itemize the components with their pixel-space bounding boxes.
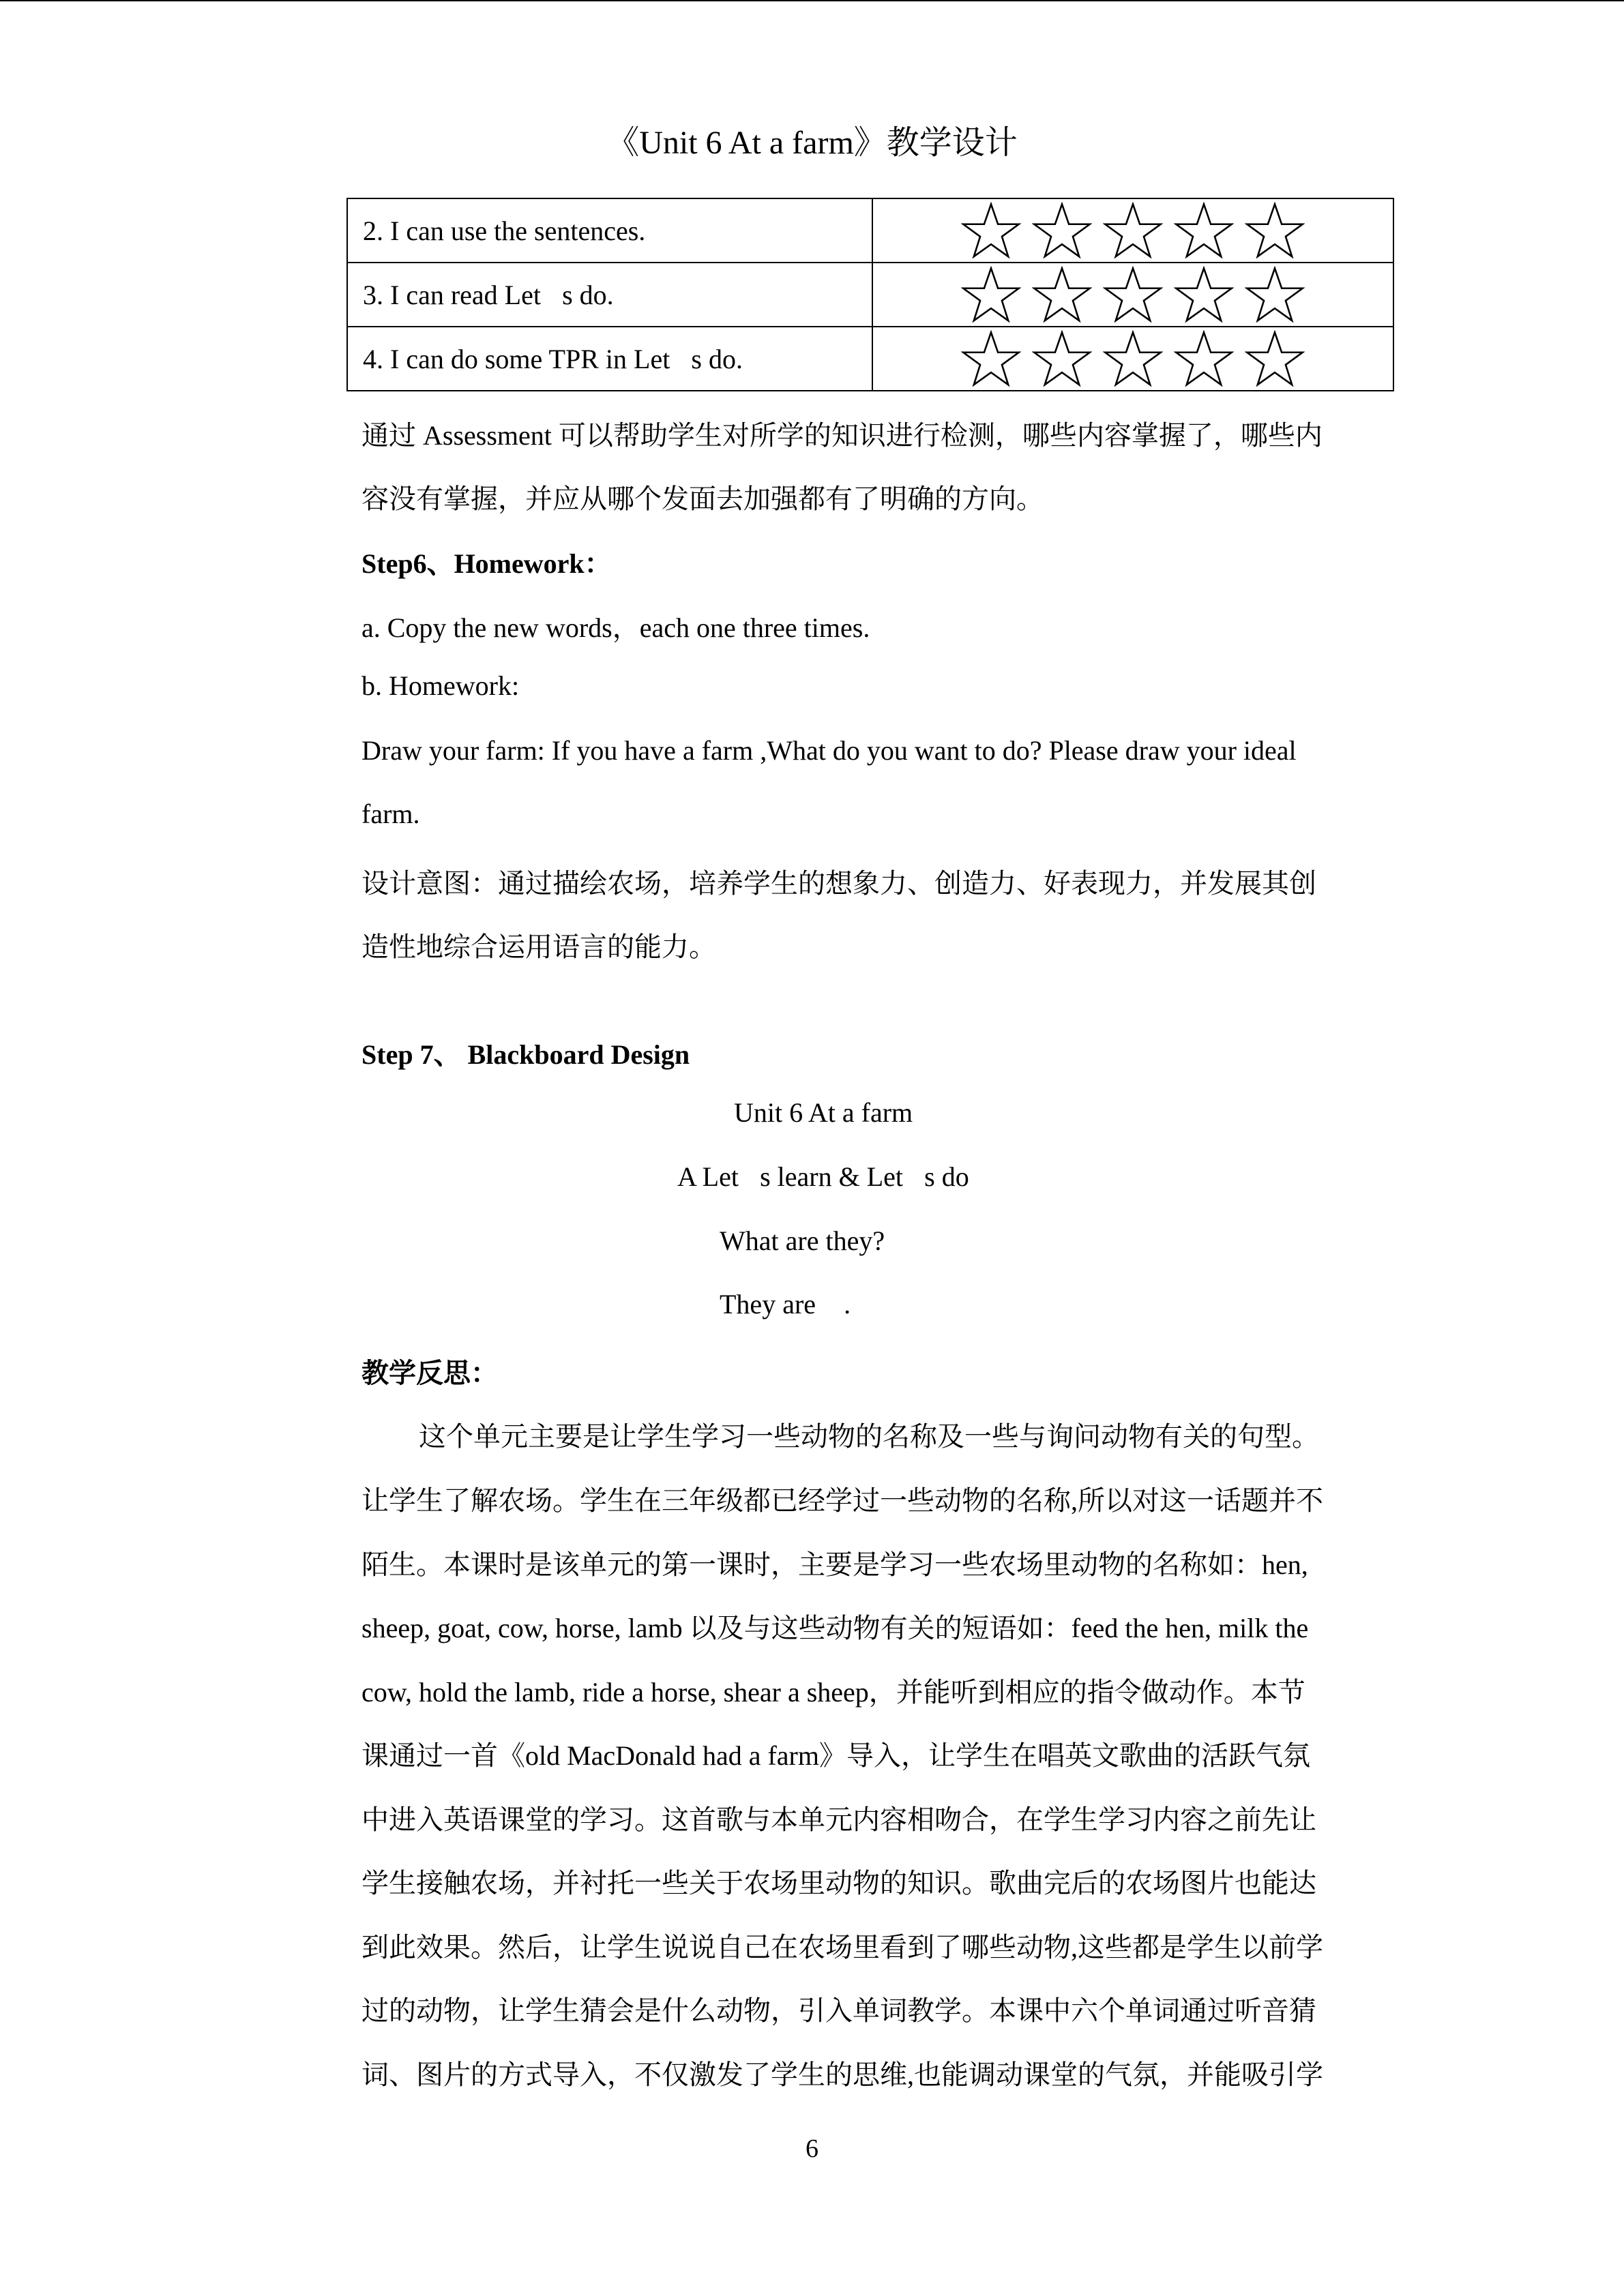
star-outline-icon: [1174, 202, 1234, 259]
assessment-item: 2. I can use the sentences.: [347, 198, 872, 263]
design-intent-line: 设计意图：通过描绘农场，培养学生的想象力、创造力、好表现力，并发展其创: [361, 868, 1316, 899]
star-outline-icon: [1245, 202, 1305, 259]
homework-draw-line: farm.: [361, 799, 420, 829]
blackboard-line: What are they?: [720, 1225, 885, 1256]
reflection-line: sheep, goat, cow, horse, lamb 以及与这些动物有关的短语如：feed the hen, milk the: [361, 1613, 1309, 1643]
table-row: [347, 198, 1393, 263]
blackboard-line: A Let s learn & Let s do: [677, 1161, 969, 1192]
table-row: [347, 263, 1393, 327]
assessment-item: 4. I can do some TPR in Let s do.: [347, 327, 872, 391]
design-intent-line: 造性地综合运用语言的能力。: [361, 931, 716, 962]
reflection-line: 词、图片的方式导入，不仅激发了学生的思维,也能调动课堂的气氛，并能吸引学: [361, 2059, 1323, 2090]
star-outline-icon: [1103, 266, 1163, 323]
table-row: [347, 327, 1393, 391]
star-outline-icon: [1032, 266, 1092, 323]
reflection-line: 这个单元主要是让学生学习一些动物的名称及一些与询问动物有关的句型。: [419, 1421, 1319, 1452]
reflection-line: 到此效果。然后，让学生说说自己在农场里看到了哪些动物,这些都是学生以前学: [361, 1932, 1323, 1963]
star-outline-icon: [1032, 330, 1092, 387]
star-outline-icon: [1245, 330, 1305, 387]
blackboard-line: They are  .: [720, 1289, 851, 1320]
reflection-line: 学生接触农场，并衬托一些关于农场里动物的知识。歌曲完后的农场图片也能达: [361, 1868, 1316, 1898]
step7-heading: Step 7、 Blackboard Design: [361, 1039, 690, 1070]
reflection-heading: 教学反思：: [361, 1358, 498, 1388]
star-outline-icon: [1174, 266, 1234, 323]
star-outline-icon: [1174, 330, 1234, 387]
assessment-item: 3. I can read Let s do.: [347, 263, 872, 327]
star-outline-icon: [1245, 266, 1305, 323]
star-outline-icon: [961, 202, 1021, 259]
star-outline-icon: [961, 330, 1021, 387]
reflection-line: 课通过一首《old MacDonald had a farm》导入，让学生在唱英文歌曲的活跃气氛: [361, 1740, 1310, 1771]
homework-b: b. Homework:: [361, 670, 520, 701]
homework-a: a. Copy the new words，each one three times.: [361, 612, 870, 643]
assessment-note-line: 容没有掌握，并应从哪个发面去加强都有了明确的方向。: [361, 483, 1044, 514]
star-rating: [872, 198, 1393, 263]
homework-draw-line: Draw your farm: If you have a farm ,What do you want to do? Please draw your ideal: [361, 735, 1297, 766]
reflection-line: 过的动物，让学生猜会是什么动物，引入单词教学。本课中六个单词通过听音猜: [361, 1995, 1316, 2026]
star-rating: [872, 263, 1393, 327]
assessment-table: [346, 198, 1394, 391]
blackboard-line: Unit 6 At a farm: [734, 1097, 913, 1128]
star-outline-icon: [1103, 202, 1163, 259]
step6-heading: Step6、Homework：: [361, 548, 612, 579]
star-outline-icon: [1032, 202, 1092, 259]
reflection-line: cow, hold the lamb, ride a horse, shear a sheep，并能听到相应的指令做动作。本节: [361, 1677, 1305, 1708]
assessment-note-line: 通过 Assessment 可以帮助学生对所学的知识进行检测，哪些内容掌握了，哪些内: [361, 420, 1323, 451]
page-number: 6: [806, 2134, 818, 2163]
reflection-line: 让学生了解农场。学生在三年级都已经学过一些动物的名称,所以对这一话题并不: [361, 1485, 1323, 1516]
star-outline-icon: [1103, 330, 1163, 387]
reflection-line: 陌生。本课时是该单元的第一课时，主要是学习一些农场里动物的名称如：hen,: [361, 1549, 1308, 1580]
reflection-line: 中进入英语课堂的学习。这首歌与本单元内容相吻合，在学生学习内容之前先让: [361, 1804, 1316, 1835]
page-title: 《Unit 6 At a farm》教学设计: [606, 125, 1018, 161]
star-outline-icon: [961, 266, 1021, 323]
star-rating: [872, 327, 1393, 391]
